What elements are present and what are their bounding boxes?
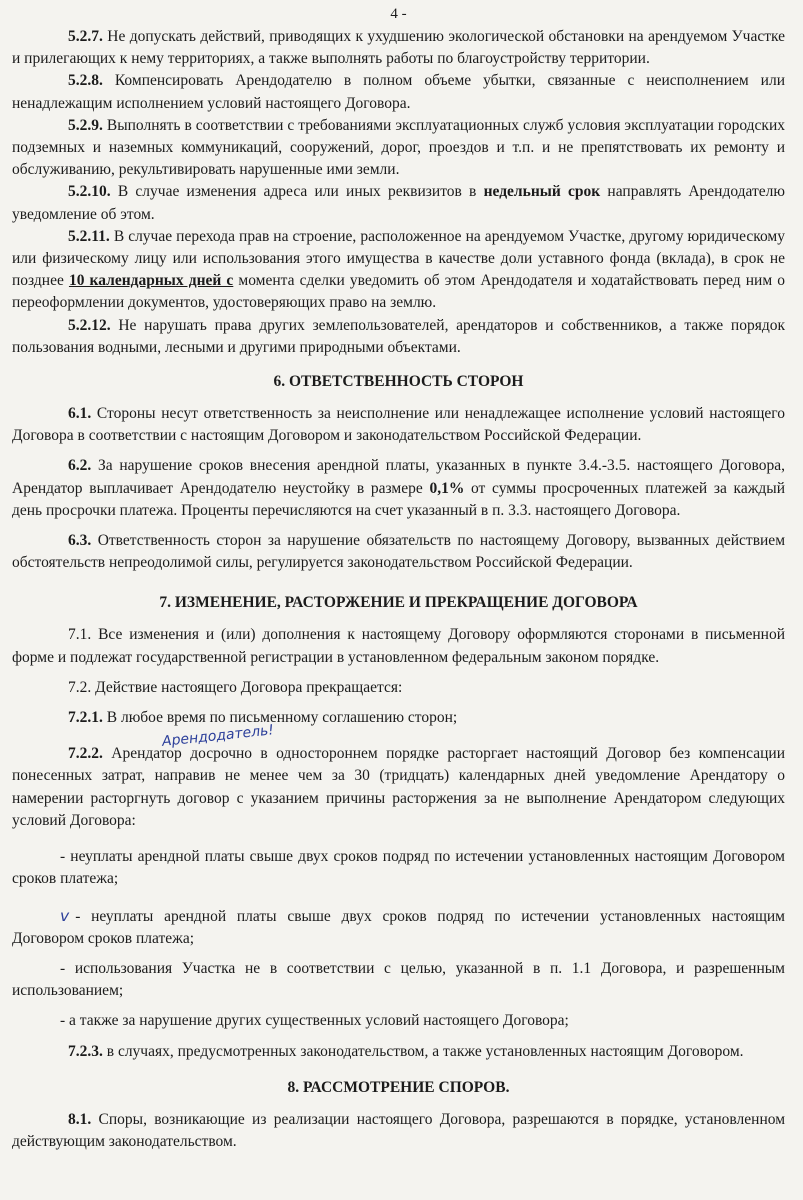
clause-number: 5.2.12. <box>68 316 111 334</box>
clause-text: Действие настоящего Договора прекращается: <box>91 678 403 696</box>
condition-item: - а также за нарушение других существенных условий настоящего Договора; <box>60 1012 569 1030</box>
clause-number: 7.2. <box>68 678 92 696</box>
condition-text: - неуплаты арендной платы свыше двух сроков подряд по истечении установленных настоящим Договором сроков платежа; <box>12 907 785 947</box>
clause-number: 6.3. <box>68 532 92 550</box>
clause-number: 8.1. <box>68 1110 92 1128</box>
clause-text: Выполнять в соответствии с требованиями эксплуатационных служб условия эксплуатации городских подземных и наземных коммуникаций, сооружений, дорог, проездов и т.п. и не препятствовать их ремонту и обслуживанию, рекультивировать нарушенные ими земли. <box>12 116 785 179</box>
clause-6-2 <box>12 455 785 522</box>
handwritten-note: Арендодатель! <box>161 722 275 751</box>
clause-text: Компенсировать Арендодателю в полном объеме убытки, связанные с неисполнением или ненадлежащим исполнением условий настоящего Договора. <box>12 72 785 112</box>
clause-number: 6.2. <box>68 457 92 475</box>
clause-number: 6.1. <box>68 405 92 423</box>
clause-text: Стороны несут ответственность за неисполнение или ненадлежащее исполнение условий настоящего Договора в соответствии с настоящим Договором и законодательством Российской Федерации. <box>12 405 785 445</box>
condition-item: - неуплаты арендной платы свыше двух сроков подряд по истечении установленных настоящим Договором сроков платежа; <box>12 848 785 888</box>
clause-text: Все изменения и (или) дополнения к настоящему Договору оформляются сторонами в письменной форме и подлежат государственной регистрации в установленном федеральным законом порядке. <box>12 626 785 666</box>
clause-5-2-10 <box>12 181 785 225</box>
clause-5-2-12 <box>12 315 785 359</box>
section-heading-7: 7. ИЗМЕНЕНИЕ, РАСТОРЖЕНИЕ И ПРЕКРАЩЕНИЕ ДОГОВОРА <box>159 594 638 612</box>
clause-text: Не допускать действий, приводящих к ухудшению экологической обстановки на арендуемом Участке и прилегающих к нему территориях, а также выполнять работы по благоустройству территории. <box>12 28 785 68</box>
clause-text: За нарушение сроков внесения арендной платы, указанных в пункте 3.4.-3.5. настоящего Договора, Арендатор выплачивает Арендодателю неустойку в размере <box>12 457 785 497</box>
clause-8-1 <box>12 1109 785 1153</box>
clause-text: В случае перехода прав на строение, расположенное на арендуемом Участке, другому юридическому или физическому лицу или использования этого имущества в качестве доли уставного фонда (вклада), в срок не позднее <box>12 227 785 290</box>
page-number <box>12 0 785 26</box>
clause-7-2-2 <box>12 722 785 832</box>
clause-text: В случае изменения адреса или иных реквизитов в <box>110 183 484 201</box>
clause-bold-text: недельный срок <box>483 183 601 201</box>
clause-number: 7.1. <box>68 626 92 644</box>
condition-item: - использования Участка не в соответствии с целью, указанной в п. 1.1 Договора, и разрешенным использованием; <box>12 959 785 1000</box>
clause-number: 5.2.10. <box>68 183 111 201</box>
clause-text: Арендатор досрочно в одностороннем порядке расторгает настоящий Договор без компенсации понесенных затрат, направив не менее чем за 30 (тридцать) календарных дней уведомление Арендатору о намерении расторгнуть договор с указанием причины расторжения за не выполнение Арендатором следующих условий Договора: <box>12 745 785 829</box>
clause-number: 5.2.11. <box>68 227 110 245</box>
clause-text: Ответственность сторон за нарушение обязательств по настоящему Договору, вызванных действием обстоятельств непреодолимой силы, регулируется законодательством Российской Федерации. <box>12 532 785 572</box>
clause-number: 5.2.7. <box>68 28 103 45</box>
clause-text: в случаях, предусмотренных законодательством, а также установленных настоящим Договором. <box>102 1042 744 1060</box>
clause-number: 7.2.1. <box>68 709 103 727</box>
clause-6-1 <box>12 403 785 447</box>
condition-item-checked <box>12 905 785 950</box>
clause-5-2-11 <box>12 226 785 315</box>
clause-number: 5.2.9. <box>68 116 103 134</box>
clause-number: 5.2.8. <box>68 72 103 90</box>
clause-text: В любое время по письменному соглашению сторон; <box>102 709 458 727</box>
clause-underlined-text: 10 календарных дней с <box>68 272 234 290</box>
clause-text: от суммы просроченных платежей за каждый день просрочки платежа. Проценты перечисляются на счет указанный в п. 3.3. настоящего Договора. <box>12 479 786 519</box>
section-heading-8: 8. РАССМОТРЕНИЕ СПОРОВ. <box>287 1078 510 1096</box>
clause-bold-text: 0,1% <box>429 479 465 497</box>
clause-5-2-8 <box>12 70 785 114</box>
clause-text: Споры, возникающие из реализации настоящего Договора, разрешаются в порядке, установленном действующим законодательством. <box>12 1110 785 1150</box>
clause-7-1 <box>12 624 785 668</box>
clause-5-2-9 <box>12 115 785 182</box>
page-number-value: 4 <box>390 6 398 22</box>
clause-5-2-7 <box>12 26 785 70</box>
clause-number: 7.2.3. <box>68 1042 103 1060</box>
handwritten-check-mark: v <box>60 906 70 925</box>
clause-text: направлять Арендодателю уведомление об этом. <box>12 183 785 223</box>
clause-text: момента сделки уведомить об этом Арендодателя и ходатайствовать перед ним о переоформлении документов, удостоверяющих право на землю. <box>12 272 785 312</box>
section-heading-6: 6. ОТВЕТСТВЕННОСТЬ СТОРОН <box>273 373 524 391</box>
clause-7-2 <box>12 677 785 699</box>
clause-6-3 <box>12 530 785 574</box>
clause-7-2-1 <box>12 707 785 729</box>
clause-7-2-3 <box>12 1041 785 1063</box>
clause-number: 7.2.2. <box>68 745 103 763</box>
clause-text: Не нарушать права других землепользователей, арендаторов и собственников, а также порядок пользования водными, лесными и другими природными объектами. <box>12 316 785 356</box>
page-number-mark: - <box>401 6 407 22</box>
